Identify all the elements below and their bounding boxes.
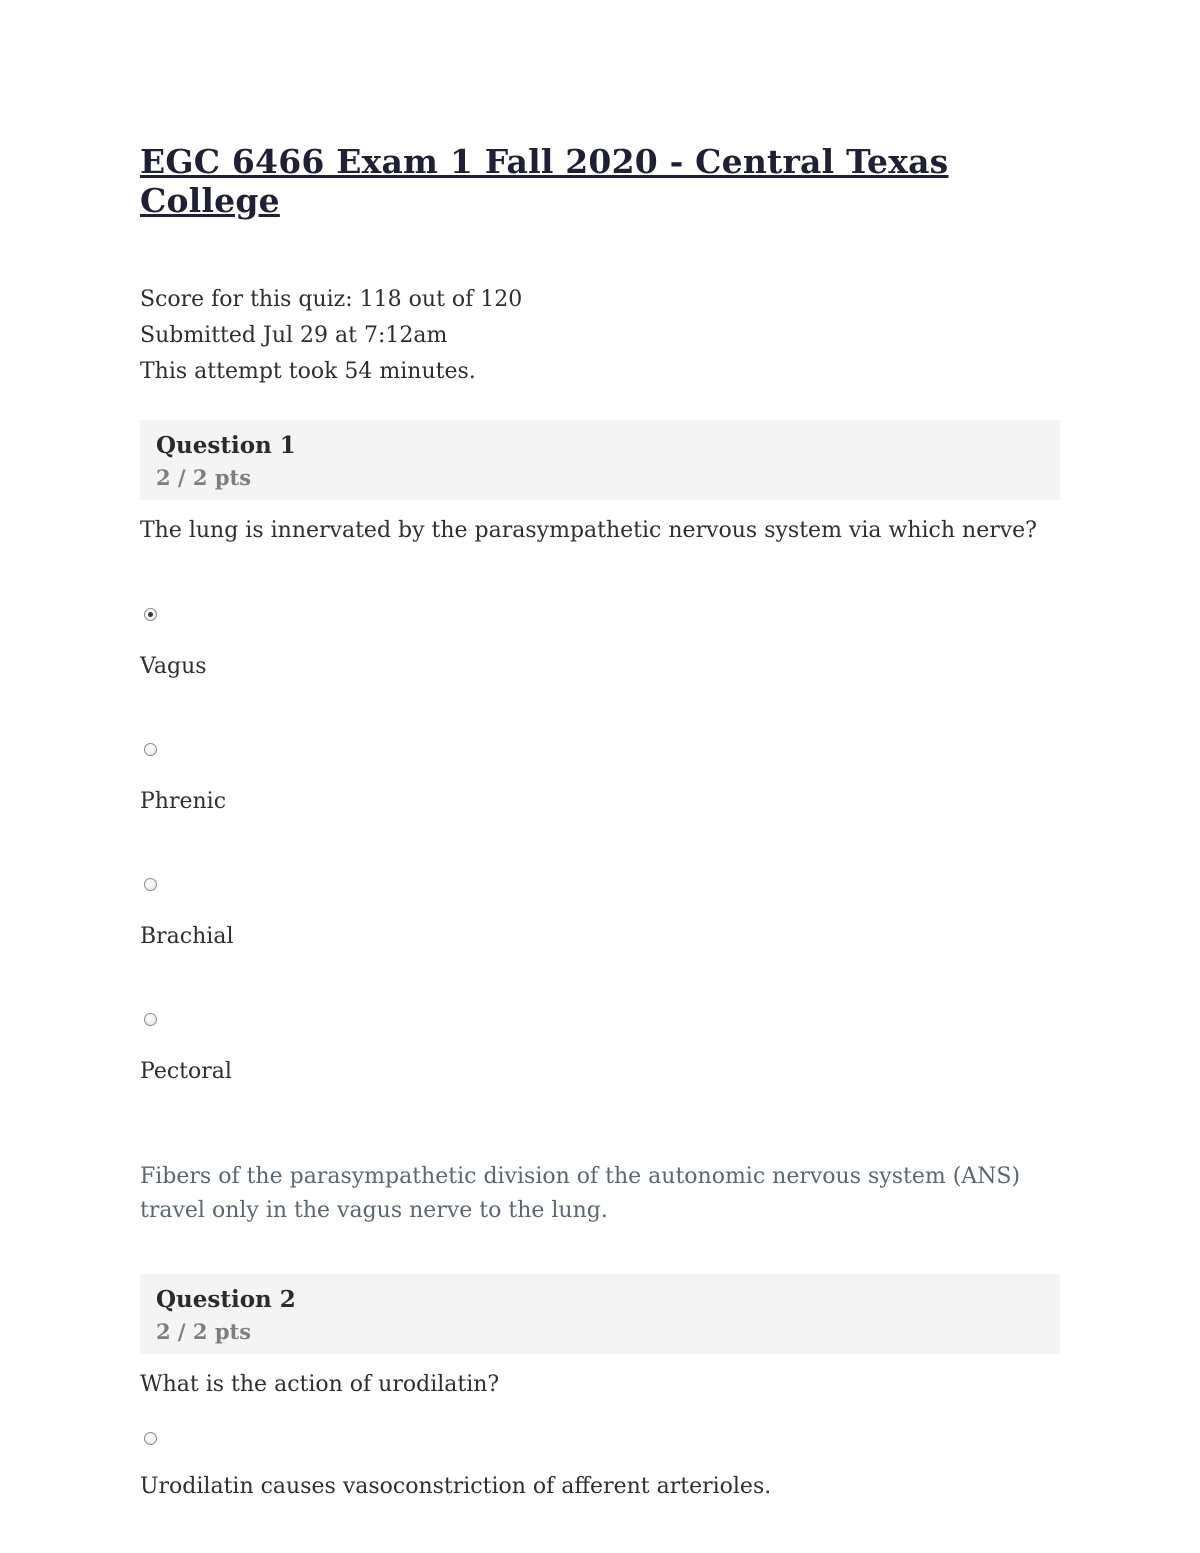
- question-title: Question 2: [156, 1286, 296, 1313]
- option-label: Brachial: [140, 924, 234, 949]
- radio-unselected-icon[interactable]: [144, 878, 157, 891]
- question-block-1: [140, 420, 1060, 1228]
- question-block-2: [140, 1274, 1060, 1503]
- answer-option[interactable]: [140, 1430, 1060, 1503]
- submitted-line: Submitted Jul 29 at 7:12am: [140, 323, 448, 348]
- option-label: Urodilatin causes vasoconstriction of afferent arterioles.: [140, 1474, 772, 1499]
- page-title[interactable]: EGC 6466 Exam 1 Fall 2020 - Central Texas College: [140, 142, 949, 220]
- answer-option[interactable]: [140, 1011, 1060, 1088]
- radio-unselected-icon[interactable]: [144, 1013, 157, 1026]
- radio-unselected-icon[interactable]: [144, 1432, 157, 1445]
- answer-option[interactable]: [140, 876, 1060, 953]
- question-points: 2 / 2 pts: [156, 1319, 252, 1344]
- score-line: Score for this quiz: 118 out of 120: [140, 287, 523, 312]
- answer-explanation: Fibers of the parasympathetic division of the autonomic nervous system (ANS) travel only in the vagus nerve to the lung.: [140, 1164, 1021, 1223]
- answer-option[interactable]: [140, 741, 1060, 818]
- question-header: [140, 1274, 1060, 1354]
- option-label: Phrenic: [140, 789, 227, 814]
- option-label: Pectoral: [140, 1059, 232, 1084]
- question-text: The lung is innervated by the parasympathetic nervous system via which nerve?: [140, 518, 1037, 543]
- question-points: 2 / 2 pts: [156, 465, 252, 490]
- attempt-line: This attempt took 54 minutes.: [140, 359, 476, 384]
- option-label: Vagus: [140, 654, 207, 679]
- radio-selected-icon[interactable]: [144, 608, 157, 621]
- question-title: Question 1: [156, 432, 296, 459]
- radio-unselected-icon[interactable]: [144, 743, 157, 756]
- question-text: What is the action of urodilatin?: [140, 1372, 500, 1397]
- question-header: [140, 420, 1060, 500]
- quiz-meta: [140, 282, 1060, 390]
- answer-option[interactable]: [140, 606, 1060, 683]
